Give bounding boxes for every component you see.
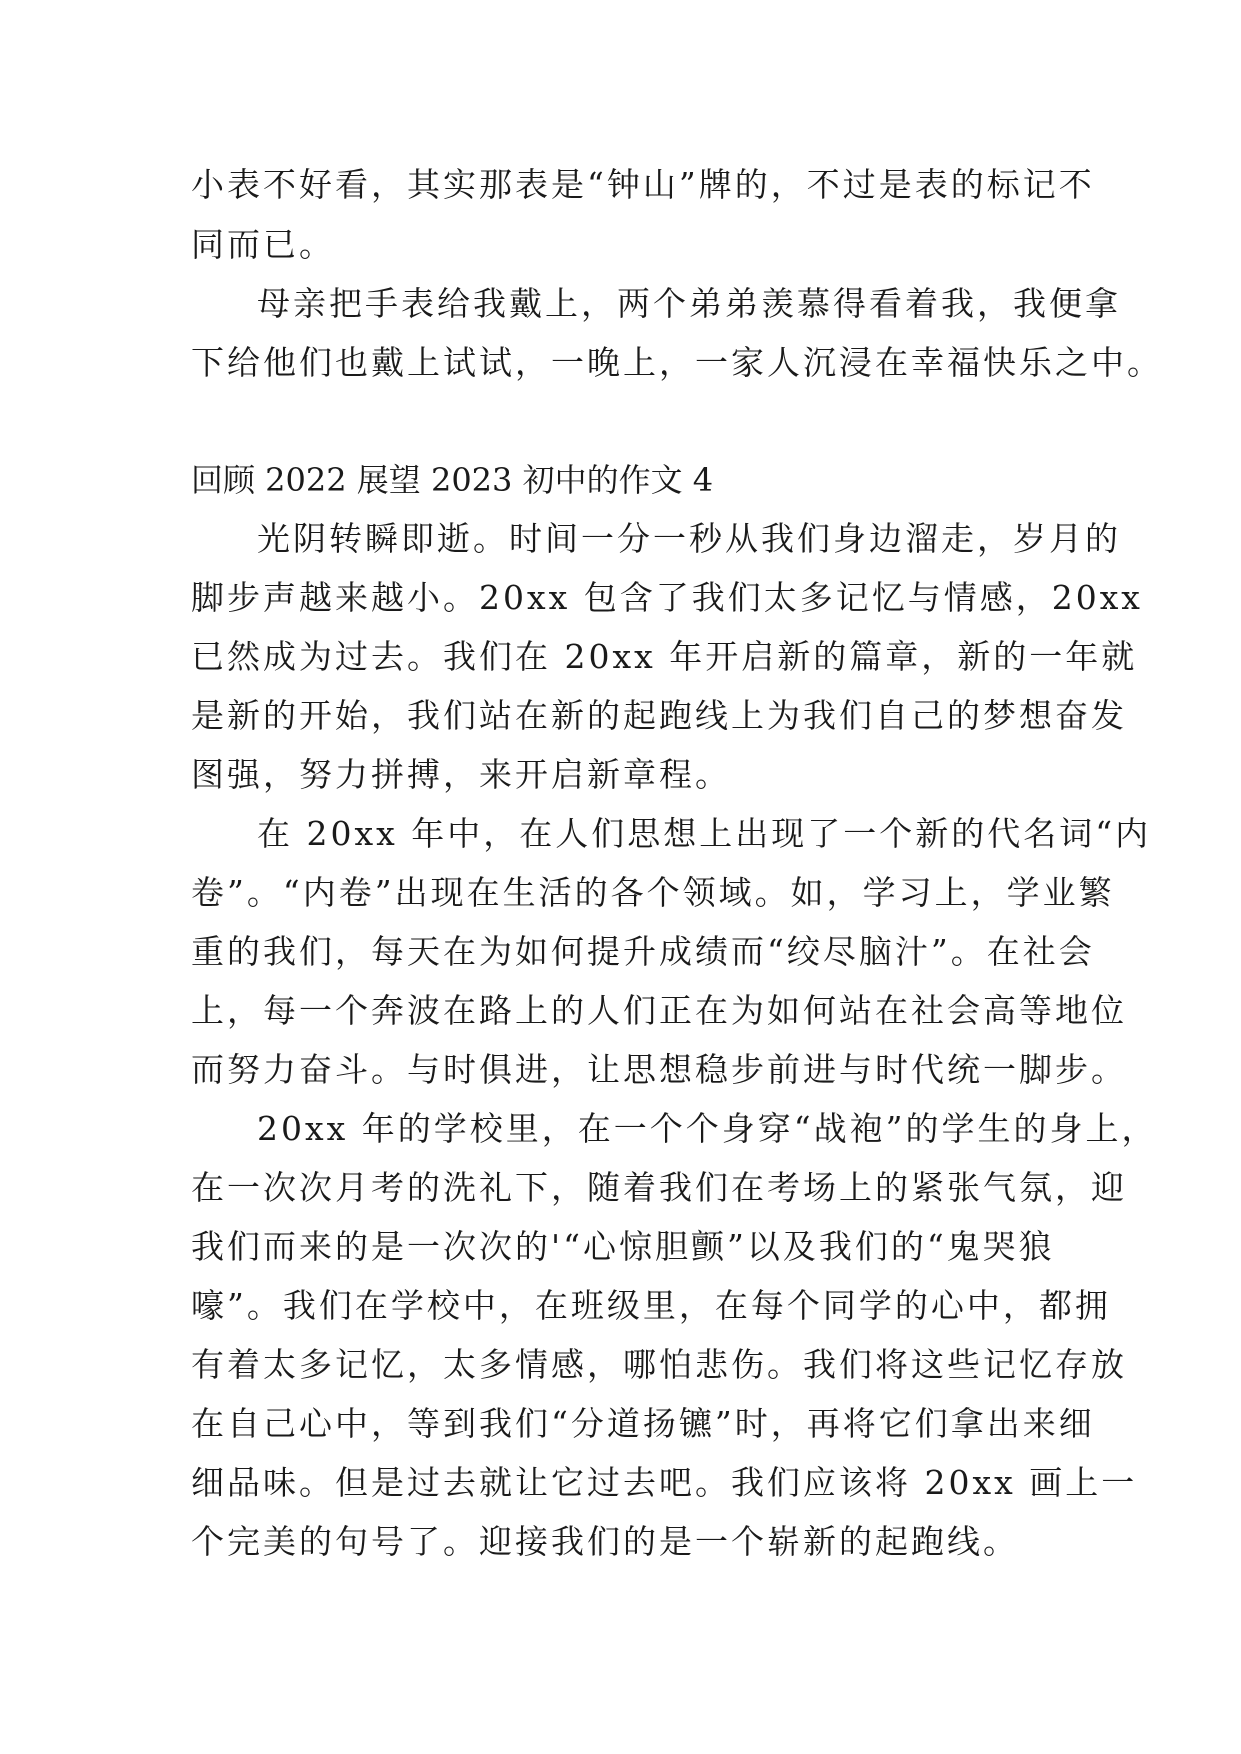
paragraph-line: 小表不好看，其实那表是“钟山”牌的，不过是表的标记不 xyxy=(191,165,1095,204)
paragraph-line: 在自己心中，等到我们“分道扬镳”时，再将它们拿出来细 xyxy=(191,1404,1095,1443)
paragraph-line: 同而已。 xyxy=(191,225,335,264)
paragraph-line: 母亲把手表给我戴上，两个弟弟羡慕得看着我，我便拿 xyxy=(257,284,1121,323)
paragraph-line: 光阴转瞬即逝。时间一分一秒从我们身边溜走，岁月的 xyxy=(257,519,1121,558)
paragraph-line: 下给他们也戴上试试，一晚上，一家人沉浸在幸福快乐之中。 xyxy=(191,343,1163,382)
paragraph-line: 细品味。但是过去就让它过去吧。我们应该将 20xx 画上一 xyxy=(191,1463,1138,1502)
paragraph-line: 已然成为过去。我们在 20xx 年开启新的篇章，新的一年就 xyxy=(191,637,1138,676)
paragraph-line: 脚步声越来越小。20xx 包含了我们太多记忆与情感，20xx xyxy=(191,578,1143,617)
paragraph-line: 嚎”。我们在学校中，在班级里，在每个同学的心中，都拥 xyxy=(191,1286,1111,1325)
paragraph-line: 在一次次月考的洗礼下，随着我们在考场上的紧张气氛，迎 xyxy=(191,1168,1127,1207)
paragraph-line: 上，每一个奔波在路上的人们正在为如何站在社会高等地位 xyxy=(191,991,1127,1030)
paragraph-line: 重的我们，每天在为如何提升成绩而“绞尽脑汁”。在社会 xyxy=(191,932,1095,971)
paragraph-line: 在 20xx 年中，在人们思想上出现了一个新的代名词“内 xyxy=(257,814,1152,853)
paragraph-line: 20xx 年的学校里，在一个个身穿“战袍”的学生的身上， xyxy=(257,1109,1158,1148)
paragraph-line: 而努力奋斗。与时俱进，让思想稳步前进与时代统一脚步。 xyxy=(191,1050,1127,1089)
paragraph-line: 我们而来的是一次次的'“心惊胆颤”以及我们的“鬼哭狼 xyxy=(191,1227,1055,1266)
paragraph-line: 卷”。“内卷”出现在生活的各个领域。如，学习上，学业繁 xyxy=(191,873,1115,912)
paragraph-line: 是新的开始，我们站在新的起跑线上为我们自己的梦想奋发 xyxy=(191,696,1127,735)
paragraph-line: 有着太多记忆，太多情感，哪怕悲伤。我们将这些记忆存放 xyxy=(191,1345,1127,1384)
essay-heading: 回顾 2022 展望 2023 初中的作文 4 xyxy=(191,461,714,499)
paragraph-line: 个完美的句号了。迎接我们的是一个崭新的起跑线。 xyxy=(191,1522,1019,1561)
paragraph-line: 图强，努力拼搏，来开启新章程。 xyxy=(191,755,731,794)
